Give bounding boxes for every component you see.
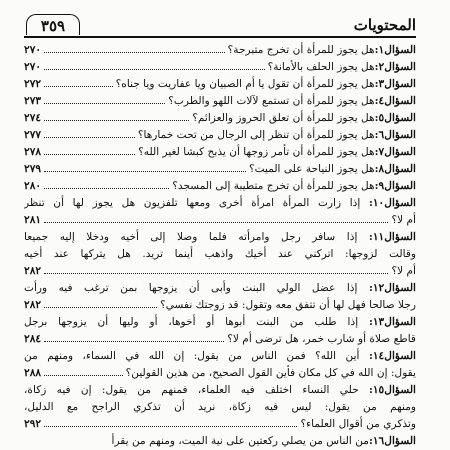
page-reference: ٢٧٨ <box>24 146 42 158</box>
page-reference: ٢٨٤ <box>24 333 42 345</box>
dot-leader <box>44 171 246 172</box>
question-label: السؤال١٦: <box>368 435 416 447</box>
toc-entry-line <box>24 399 416 416</box>
question-text: إذا طلب من البنت أبوها أو أخوها، أو وليها أن يزوجها برجل <box>24 316 359 328</box>
dot-leader <box>44 52 225 53</box>
dot-leader <box>44 341 224 342</box>
dot-leader <box>44 222 388 223</box>
toc-entry-line <box>24 42 416 59</box>
question-text: هل يجوز للمرأة أن تخرج متطيبة إلى المسجد؟ <box>172 180 375 192</box>
question-text: إذا عضل الولي البنت وأبى أن يزوجها بمن ترغب فيه ورأت <box>24 282 358 294</box>
toc-entry <box>24 59 416 76</box>
toc-entry-line <box>24 212 416 229</box>
toc-entry-line <box>24 263 416 280</box>
dot-leader <box>44 426 297 427</box>
question-label: السؤال١٠: <box>368 197 416 209</box>
question-text: رجلا صالحا فهل لها أن تتفق معه وتقول: قد زوجتك نفسي؟ <box>160 299 416 311</box>
question-text: وقالت لزوجها: اتركني عند أخيك واذهب أينما تريد. هل يتركها عند أخيه <box>24 248 416 260</box>
toc-entry-line <box>24 110 416 127</box>
dot-leader <box>44 137 135 138</box>
dot-leader <box>44 154 135 155</box>
question-text: وتذكري من أقوال العلماء؟ <box>300 418 416 430</box>
page-reference: ٢٨٢ <box>24 299 42 311</box>
toc-entry-line <box>24 280 416 297</box>
page-reference: ٢٧٢ <box>24 78 42 90</box>
table-of-contents <box>24 42 416 450</box>
toc-entry <box>24 348 416 382</box>
question-text: هل يجوز للمرأة أن تخرج متبرجة؟ <box>227 44 375 56</box>
question-label: السؤال٦: <box>374 129 416 141</box>
page-reference: ٢٧٩ <box>24 163 42 175</box>
toc-entry-line <box>24 382 416 399</box>
toc-entry-line <box>24 195 416 212</box>
question-text: هل يجوز للمرأة أن تعلق الحروز والعزائم؟ <box>192 112 375 124</box>
question-label: السؤال٣: <box>374 78 416 90</box>
page-number: ٣٥٩ <box>26 14 80 35</box>
toc-entry <box>24 161 416 178</box>
toc-entry <box>24 110 416 127</box>
page-reference: ٢٨١ <box>24 214 42 226</box>
question-text: إذا زارت المرأة امرأة أخرى ومعها تلفزيون هل يجوز لها أن تنظر <box>24 197 361 209</box>
page-reference: ٢٩٢ <box>24 418 42 430</box>
question-label: السؤال١١: <box>368 231 416 243</box>
question-text: أين الله؟ فمن الناس من يقول: إن الله في السماء، ومنهم من <box>24 350 360 362</box>
toc-entry-line <box>24 348 416 365</box>
question-label: السؤال١٤: <box>368 350 416 362</box>
question-label: السؤال١٥: <box>368 384 416 396</box>
page-reference: ٢٧٠ <box>24 44 42 56</box>
toc-entry-line <box>24 76 416 93</box>
toc-entry <box>24 178 416 195</box>
dot-leader <box>44 103 165 104</box>
page-reference: ٢٨٠ <box>24 180 42 192</box>
question-text: هل يجوز الحلف بالأمانة؟ <box>267 61 375 73</box>
toc-entry-line <box>24 161 416 178</box>
question-text: أم لا؟ <box>391 214 416 226</box>
toc-entry <box>24 433 416 450</box>
dot-leader <box>44 120 189 121</box>
question-label: السؤال٤: <box>374 95 416 107</box>
question-label: السؤال١٢: <box>368 282 416 294</box>
question-text: هل يجوز للمرأة أن تأمر زوجها أن يذبح كبشا لغير الله؟ <box>138 146 375 158</box>
question-text: هل يجوز النياحة على الميت؟ <box>248 163 375 175</box>
toc-entry-line <box>24 59 416 76</box>
header-divider <box>24 36 416 38</box>
toc-entry <box>24 42 416 59</box>
toc-entry-line <box>24 314 416 331</box>
page-reference: ٢٨٨ <box>24 367 42 379</box>
question-label: السؤال٥: <box>374 112 416 124</box>
dot-leader <box>44 69 265 70</box>
question-label: السؤال١٣: <box>368 316 416 328</box>
question-text: قاطع صلاة أو شارب خمر، هل ترضى أم لا؟ <box>227 333 416 345</box>
question-label: السؤال٧: <box>374 146 416 158</box>
page-title: المحتويات <box>353 16 416 34</box>
question-text: هل يجوز للمرأة أن تقول يا أم الصبيان ويا عفاريت ويا جناه؟ <box>115 78 375 90</box>
question-label: السؤال٩: <box>374 180 416 192</box>
page-header <box>24 14 416 36</box>
toc-entry <box>24 93 416 110</box>
toc-entry-line <box>24 229 416 246</box>
question-text: يقول: إن الله في كل مكان فأين القول الصحيح، من هذين القولين؟ <box>125 367 416 379</box>
question-label: السؤال١: <box>374 44 416 56</box>
question-label: السؤال٢: <box>374 61 416 73</box>
page-reference: ٢٧٣ <box>24 95 42 107</box>
toc-entry-line <box>24 365 416 382</box>
dot-leader <box>44 273 388 274</box>
toc-entry <box>24 229 416 280</box>
toc-entry-line <box>24 331 416 348</box>
page-reference: ٢٧٠ <box>24 61 42 73</box>
toc-entry-line <box>24 93 416 110</box>
toc-entry-line <box>24 246 416 263</box>
question-label: السؤال٨: <box>374 163 416 175</box>
dot-leader <box>44 307 157 308</box>
dot-leader <box>44 375 123 376</box>
toc-entry-line <box>24 178 416 195</box>
question-text: حلي النساء اختلف فيه العلماء، فمنهم من يقول: إن فيه زكاة، <box>24 384 359 396</box>
toc-entry <box>24 280 416 314</box>
dot-leader <box>44 86 113 87</box>
toc-entry <box>24 382 416 433</box>
toc-entry-line <box>24 297 416 314</box>
question-text: أم لا؟ <box>391 265 416 277</box>
toc-entry-line <box>24 127 416 144</box>
dot-leader <box>44 188 169 189</box>
toc-entry <box>24 127 416 144</box>
question-text: هل يجوز للمرأة أن تنظر إلى الرجال من تحت خمارها؟ <box>137 129 375 141</box>
question-text: من الناس من يصلي ركعتين على نية الميت، ومنهم من يقرأ <box>111 435 369 447</box>
page-reference: ٢٨٢ <box>24 265 42 277</box>
question-text: إذا سافر رجل وامرأته فلما وصلا إلى أخيه ودخلا إليه جميعا <box>24 231 358 243</box>
page-reference: ٢٧٤ <box>24 112 42 124</box>
toc-entry <box>24 314 416 348</box>
question-text: ومنهم من يقول: ليس فيه زكاة، نريد أن تذكري الراجح مع الدليل، <box>24 401 416 413</box>
page-reference: ٢٧٧ <box>24 129 42 141</box>
toc-entry <box>24 195 416 229</box>
toc-entry-line <box>24 433 416 450</box>
toc-entry <box>24 144 416 161</box>
toc-entry-line <box>24 416 416 433</box>
question-text: هل يجوز للمرأة أن تستمع لآلات اللهو والطرب؟ <box>168 95 375 107</box>
toc-entry-line <box>24 144 416 161</box>
toc-entry <box>24 76 416 93</box>
